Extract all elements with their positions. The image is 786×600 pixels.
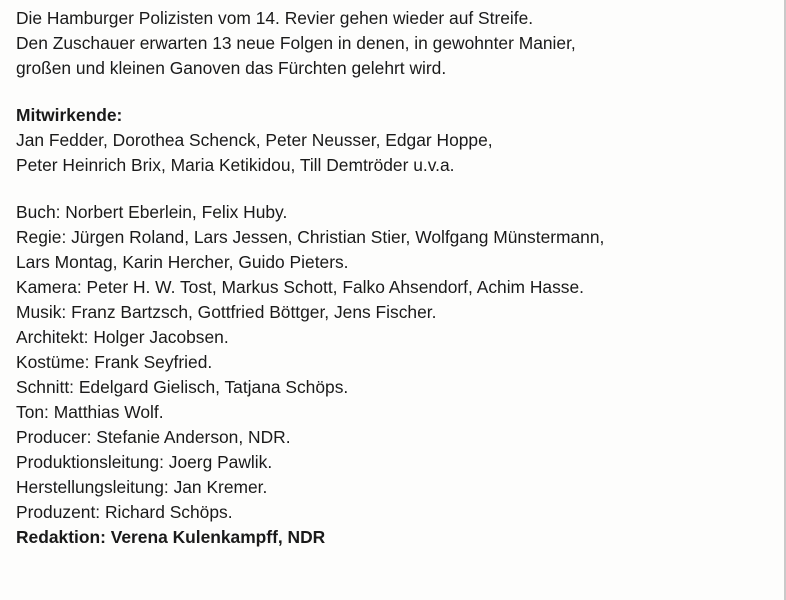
credit-line: Schnitt: Edelgard Gielisch, Tatjana Schöps.	[16, 377, 349, 397]
intro-paragraph	[16, 6, 786, 81]
cast-section	[16, 103, 786, 178]
credits-section	[16, 200, 786, 550]
intro-line: Die Hamburger Polizisten vom 14. Revier gehen wieder auf Streife.	[16, 8, 534, 28]
credit-line: Architekt: Holger Jacobsen.	[16, 327, 229, 347]
intro-line: Den Zuschauer erwarten 13 neue Folgen in denen, in gewohnter Manier,	[16, 33, 576, 53]
cast-line: Peter Heinrich Brix, Maria Ketikidou, Till Demtröder u.v.a.	[16, 155, 455, 175]
credit-line: Producer: Stefanie Anderson, NDR.	[16, 427, 291, 447]
cast-heading: Mitwirkende:	[16, 105, 123, 125]
credit-line: Produzent: Richard Schöps.	[16, 502, 233, 522]
credit-line: Lars Montag, Karin Hercher, Guido Pieters.	[16, 252, 349, 272]
credit-line: Herstellungsleitung: Jan Kremer.	[16, 477, 268, 497]
intro-line: großen und kleinen Ganoven das Fürchten gelehrt wird.	[16, 58, 447, 78]
credit-line: Ton: Matthias Wolf.	[16, 402, 164, 422]
cast-line: Jan Fedder, Dorothea Schenck, Peter Neusser, Edgar Hoppe,	[16, 130, 493, 150]
credit-line: Kamera: Peter H. W. Tost, Markus Schott, Falko Ahsendorf, Achim Hasse.	[16, 277, 584, 297]
credit-line: Regie: Jürgen Roland, Lars Jessen, Christian Stier, Wolfgang Münstermann,	[16, 227, 605, 247]
editorial-line: Redaktion: Verena Kulenkampff, NDR	[16, 527, 326, 547]
credit-line: Buch: Norbert Eberlein, Felix Huby.	[16, 202, 288, 222]
credit-line: Musik: Franz Bartzsch, Gottfried Böttger, Jens Fischer.	[16, 302, 437, 322]
credit-line: Kostüme: Frank Seyfried.	[16, 352, 213, 372]
credit-line: Produktionsleitung: Joerg Pawlik.	[16, 452, 273, 472]
